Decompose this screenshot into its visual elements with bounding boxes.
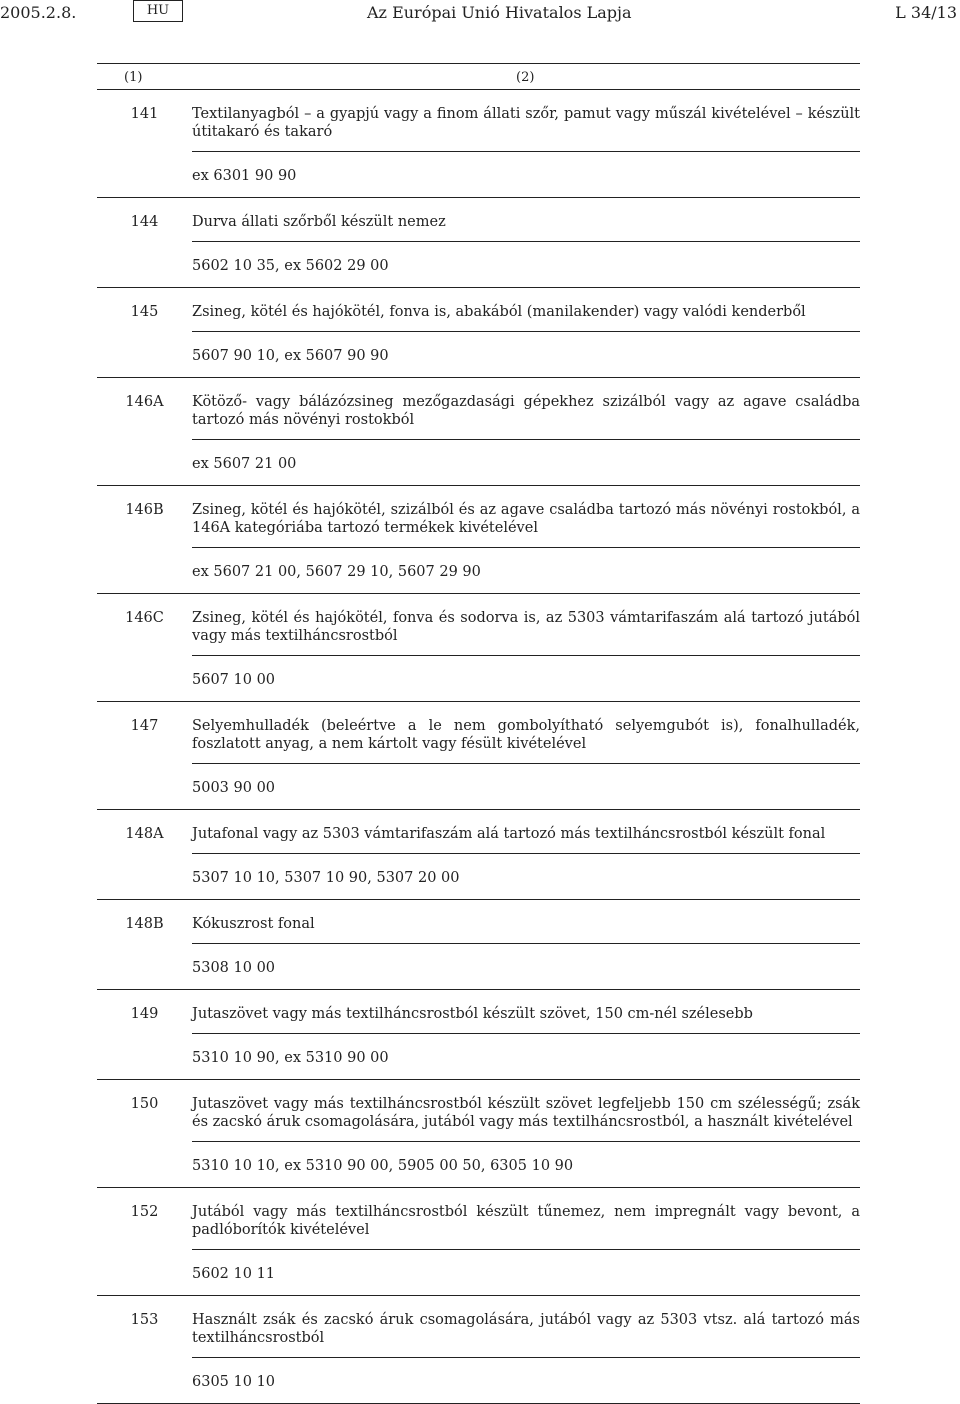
category-number: 152 [130,1204,159,1220]
table-rows [97,89,860,1403]
table-column-headers [97,63,860,89]
category-number: 153 [130,1312,159,1328]
category-description-line [97,900,860,943]
category-description-line [97,990,860,1033]
table-row [97,701,860,809]
category-description: Textilanyagból – a gyapjú vagy a finom állati szőr, pamut vagy műszál kivételével – készült útitakaró és takaró [192,106,860,140]
category-description: Durva állati szőrből készült nemez [192,214,446,230]
cn-code: ex 6301 90 90 [192,151,860,197]
table-row [97,1079,860,1187]
category-description: Zsineg, kötél és hajókötél, fonva is, abakából (manilakender) vagy valódi kenderből [192,304,806,320]
category-description-line [97,378,860,439]
category-number: 150 [130,1096,159,1112]
category-description-line [97,1296,860,1357]
category-number: 149 [130,1006,159,1022]
table-row [97,989,860,1079]
category-number: 147 [130,718,159,734]
cn-code: 5602 10 35, ex 5602 29 00 [192,241,860,287]
table-row [97,377,860,485]
category-description-line [97,198,860,241]
table-row [97,899,860,989]
category-description: Jutaszövet vagy más textilháncsrostból készült szövet, 150 cm-nél szélesebb [192,1006,753,1022]
cn-code: ex 5607 21 00, 5607 29 10, 5607 29 90 [192,547,860,593]
page-header [0,0,960,26]
category-number: 148A [125,826,164,842]
category-number: 146B [125,502,164,518]
category-description-line [97,1080,860,1141]
publication-date: 2005.2.8. [0,3,77,22]
table-row [97,809,860,899]
table-row [97,485,860,593]
category-number: 141 [130,106,159,122]
category-description-line [97,288,860,331]
category-description: Kókuszrost fonal [192,916,315,932]
table-row [97,89,860,197]
cn-code: 6305 10 10 [192,1357,860,1403]
table-row [97,197,860,287]
category-table [97,63,860,1404]
category-description: Selyemhulladék (beleértve a le nem gombolyítható selyemgubót is), fonalhulladék, foszlatott anyag, a nem kártolt vagy fésült kivételével [192,718,860,752]
journal-title: Az Európai Unió Hivatalos Lapja [367,3,632,22]
category-description: Jutafonal vagy az 5303 vámtarifaszám alá tartozó más textilháncsrostból készült fonal [192,826,826,842]
category-description-line [97,810,860,853]
category-description: Használt zsák és zacskó áruk csomagolására, jutából vagy az 5303 vtsz. alá tartozó más textilháncsrostból [192,1312,860,1346]
category-number: 144 [130,214,159,230]
table-row [97,1295,860,1403]
page-number: L 34/13 [895,3,957,22]
cn-code: 5602 10 11 [192,1249,860,1295]
cn-code: 5308 10 00 [192,943,860,989]
cn-code: 5310 10 90, ex 5310 90 00 [192,1033,860,1079]
column-header-2: (2) [516,70,535,85]
category-number: 146C [125,610,164,626]
category-number: 146A [125,394,164,410]
language-code-box: HU [133,0,183,22]
category-description: Kötöző- vagy bálázózsineg mezőgazdasági gépekhez szizálból vagy az agave családba tartozó más növényi rostokból [192,394,860,428]
table-row [97,1187,860,1295]
cn-code: 5310 10 10, ex 5310 90 00, 5905 00 50, 6305 10 90 [192,1141,860,1187]
cn-code: 5607 10 00 [192,655,860,701]
cn-code: 5003 90 00 [192,763,860,809]
category-description: Zsineg, kötél és hajókötél, szizálból és az agave családba tartozó más növényi rostokból, a 146A kategóriába tartozó termékek kivételével [192,502,860,536]
category-number: 148B [125,916,164,932]
category-description-line [97,594,860,655]
cn-code: 5607 90 10, ex 5607 90 90 [192,331,860,377]
category-description-line [97,486,860,547]
category-description: Zsineg, kötél és hajókötél, fonva és sodorva is, az 5303 vámtarifaszám alá tartozó jutából vagy más textilháncsrostból [192,610,860,644]
cn-code: ex 5607 21 00 [192,439,860,485]
category-number: 145 [130,304,159,320]
column-header-1: (1) [124,70,143,85]
table-row [97,593,860,701]
category-description: Jutából vagy más textilháncsrostból készült tűnemez, nem impregnált vagy bevont, a padlóborítók kivételével [192,1204,860,1238]
category-description-line [97,1188,860,1249]
category-description: Jutaszövet vagy más textilháncsrostból készült szövet legfeljebb 150 cm szélességű; zsák és zacskó áruk csomagolására, jutából vagy más textilháncsrostból, a használt kivételével [192,1096,860,1130]
category-description-line [97,702,860,763]
category-description-line [97,90,860,151]
cn-code: 5307 10 10, 5307 10 90, 5307 20 00 [192,853,860,899]
table-row [97,287,860,377]
